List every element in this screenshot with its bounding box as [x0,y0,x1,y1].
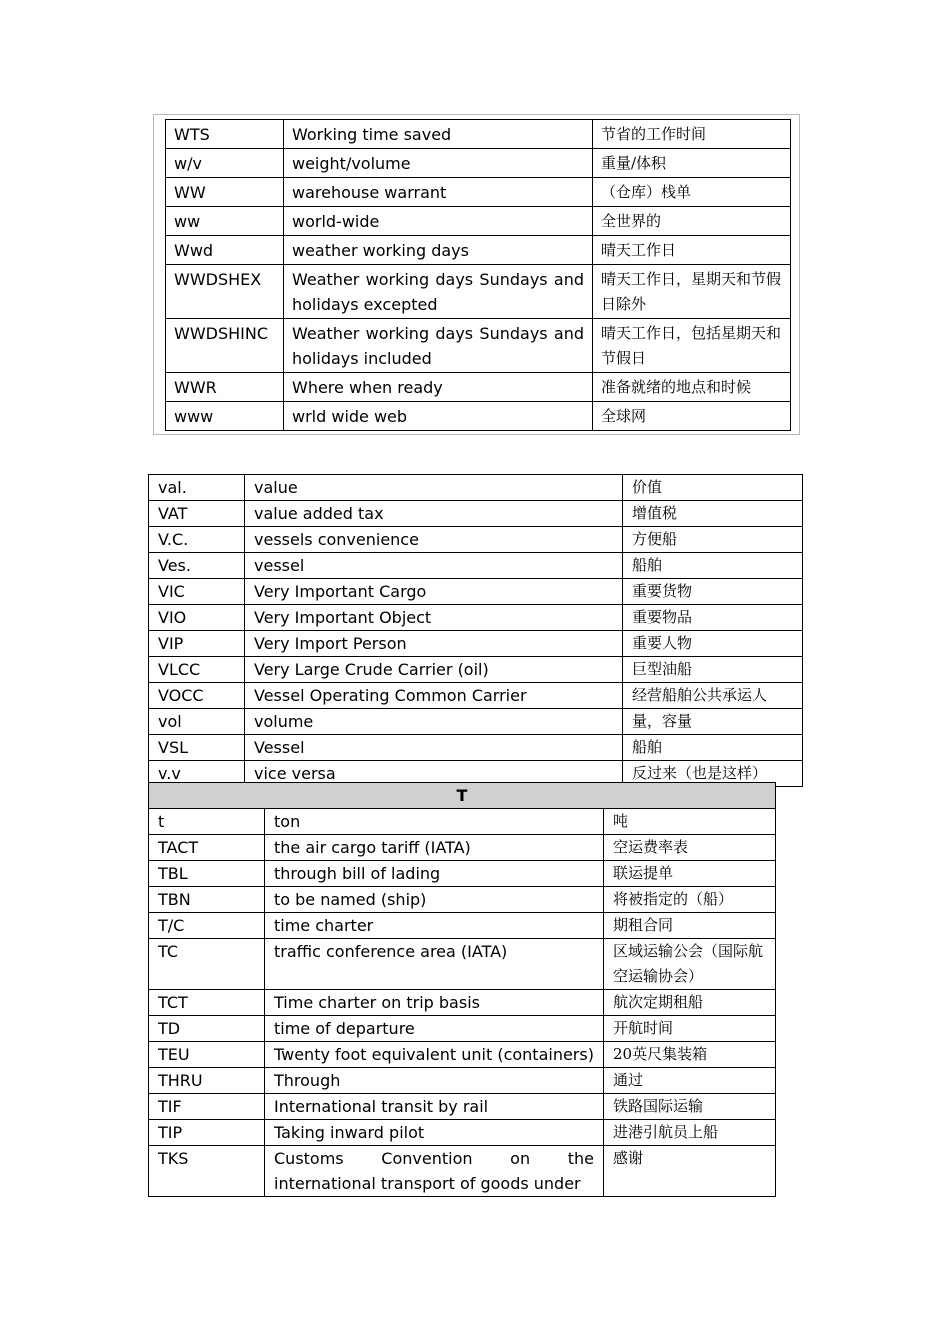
chinese-term-cell: 量，容量 [623,709,803,735]
abbreviation-cell: TKS [149,1146,265,1197]
english-term-cell: time of departure [265,1016,604,1042]
chinese-term-cell: 晴天工作日 [593,236,791,265]
table-row [149,990,776,1016]
chinese-term-cell: 反过来（也是这样） [623,761,803,787]
abbreviation-cell: WWR [166,373,284,402]
abbreviation-cell: WWDSHEX [166,265,284,319]
table-row [166,236,791,265]
abbreviation-cell: WW [166,178,284,207]
glossary-table-v [148,474,803,787]
abbreviation-cell: VOCC [149,683,245,709]
english-term-cell: vessel [245,553,623,579]
english-term-cell: volume [245,709,623,735]
english-term-cell: International transit by rail [265,1094,604,1120]
chinese-term-cell: 期租合同 [604,913,776,939]
chinese-term-cell: 晴天工作日，星期天和节假日除外 [593,265,791,319]
abbreviation-cell: WWDSHINC [166,319,284,373]
section-header: T [149,783,776,809]
abbreviation-cell: vol [149,709,245,735]
table-row [166,373,791,402]
abbreviation-cell: TBL [149,861,265,887]
abbreviation-cell: TD [149,1016,265,1042]
table-row [166,265,791,319]
table-row [149,709,803,735]
chinese-term-cell: 价值 [623,475,803,501]
chinese-term-cell: 空运费率表 [604,835,776,861]
chinese-term-cell: 重量/体积 [593,149,791,178]
table-row [166,178,791,207]
table-row [149,657,803,683]
english-term-cell: Working time saved [284,120,593,149]
abbreviation-cell: VIC [149,579,245,605]
chinese-term-cell: 重要物品 [623,605,803,631]
chinese-term-cell: 重要人物 [623,631,803,657]
glossary-table-v-body [149,475,803,787]
chinese-term-cell: 吨 [604,809,776,835]
table-row [149,631,803,657]
english-term-cell: Very Import Person [245,631,623,657]
abbreviation-cell: www [166,402,284,431]
abbreviation-cell: WTS [166,120,284,149]
chinese-term-cell: （仓库）栈单 [593,178,791,207]
table-row [149,1146,776,1197]
table-row [166,149,791,178]
english-term-cell: world-wide [284,207,593,236]
abbreviation-cell: Wwd [166,236,284,265]
chinese-term-cell: 经营船舶公共承运人 [623,683,803,709]
glossary-table-w [165,119,791,431]
abbreviation-cell: TBN [149,887,265,913]
table-row [149,553,803,579]
english-term-cell: Customs Convention on the international transport of goods under [265,1146,604,1197]
chinese-term-cell: 船舶 [623,735,803,761]
english-term-cell: vice versa [245,761,623,787]
chinese-term-cell: 晴天工作日，包括星期天和节假日 [593,319,791,373]
english-term-cell: wrld wide web [284,402,593,431]
chinese-term-cell: 进港引航员上船 [604,1120,776,1146]
table-row [149,809,776,835]
chinese-term-cell: 铁路国际运输 [604,1094,776,1120]
english-term-cell: Vessel [245,735,623,761]
chinese-term-cell: 开航时间 [604,1016,776,1042]
abbreviation-cell: T/C [149,913,265,939]
table-row [166,319,791,373]
chinese-term-cell: 通过 [604,1068,776,1094]
abbreviation-cell: TIF [149,1094,265,1120]
abbreviation-cell: v.v [149,761,245,787]
abbreviation-cell: THRU [149,1068,265,1094]
table-row [166,207,791,236]
table-row [149,683,803,709]
chinese-term-cell: 将被指定的（船） [604,887,776,913]
chinese-term-cell: 全球网 [593,402,791,431]
table-row [149,913,776,939]
glossary-table-t [148,782,776,1197]
english-term-cell: Through [265,1068,604,1094]
abbreviation-cell: TC [149,939,265,990]
english-term-cell: to be named (ship) [265,887,604,913]
glossary-table-w-body [166,120,791,431]
abbreviation-cell: TEU [149,1042,265,1068]
chinese-term-cell: 重要货物 [623,579,803,605]
chinese-term-cell: 联运提单 [604,861,776,887]
abbreviation-cell: Ves. [149,553,245,579]
english-term-cell: traffic conference area (IATA) [265,939,604,990]
table-row [149,1016,776,1042]
abbreviation-cell: w/v [166,149,284,178]
table-row [149,939,776,990]
table-row [149,605,803,631]
english-term-cell: Very Large Crude Carrier (oil) [245,657,623,683]
abbreviation-cell: TACT [149,835,265,861]
english-term-cell: Time charter on trip basis [265,990,604,1016]
english-term-cell: ton [265,809,604,835]
abbreviation-cell: TIP [149,1120,265,1146]
chinese-term-cell: 巨型油船 [623,657,803,683]
english-term-cell: Very Important Cargo [245,579,623,605]
english-term-cell: vessels convenience [245,527,623,553]
chinese-term-cell: 全世界的 [593,207,791,236]
section-header-row [149,783,776,809]
abbreviation-cell: VAT [149,501,245,527]
chinese-term-cell: 船舶 [623,553,803,579]
english-term-cell: Taking inward pilot [265,1120,604,1146]
abbreviation-cell: t [149,809,265,835]
glossary-table-t-body [149,783,776,1197]
english-term-cell: value [245,475,623,501]
chinese-term-cell: 准备就绪的地点和时候 [593,373,791,402]
abbreviation-cell: VSL [149,735,245,761]
chinese-term-cell: 区域运输公会（国际航空运输协会） [604,939,776,990]
abbreviation-cell: VLCC [149,657,245,683]
table-row [149,1042,776,1068]
table-row [149,501,803,527]
english-term-cell: Vessel Operating Common Carrier [245,683,623,709]
table-row [149,579,803,605]
chinese-term-cell: 感谢 [604,1146,776,1197]
english-term-cell: warehouse warrant [284,178,593,207]
table-row [149,835,776,861]
abbreviation-cell: VIO [149,605,245,631]
table-row [149,887,776,913]
table-row [149,1068,776,1094]
table-row [149,1094,776,1120]
english-term-cell: the air cargo tariff (IATA) [265,835,604,861]
table-row [149,735,803,761]
table-row [149,861,776,887]
table-row [149,1120,776,1146]
english-term-cell: Twenty foot equivalent unit (containers) [265,1042,604,1068]
table-row [149,475,803,501]
chinese-term-cell: 20英尺集装箱 [604,1042,776,1068]
chinese-term-cell: 增值税 [623,501,803,527]
english-term-cell: Very Important Object [245,605,623,631]
english-term-cell: Weather working days Sundays and holidays excepted [284,265,593,319]
chinese-term-cell: 方便船 [623,527,803,553]
english-term-cell: value added tax [245,501,623,527]
english-term-cell: time charter [265,913,604,939]
abbreviation-cell: ww [166,207,284,236]
english-term-cell: weight/volume [284,149,593,178]
table-row [166,402,791,431]
abbreviation-cell: VIP [149,631,245,657]
english-term-cell: weather working days [284,236,593,265]
table-row [166,120,791,149]
english-term-cell: through bill of lading [265,861,604,887]
abbreviation-cell: val. [149,475,245,501]
english-term-cell: Where when ready [284,373,593,402]
abbreviation-cell: V.C. [149,527,245,553]
table-row [149,527,803,553]
abbreviation-cell: TCT [149,990,265,1016]
chinese-term-cell: 航次定期租船 [604,990,776,1016]
english-term-cell: Weather working days Sundays and holidays included [284,319,593,373]
chinese-term-cell: 节省的工作时间 [593,120,791,149]
